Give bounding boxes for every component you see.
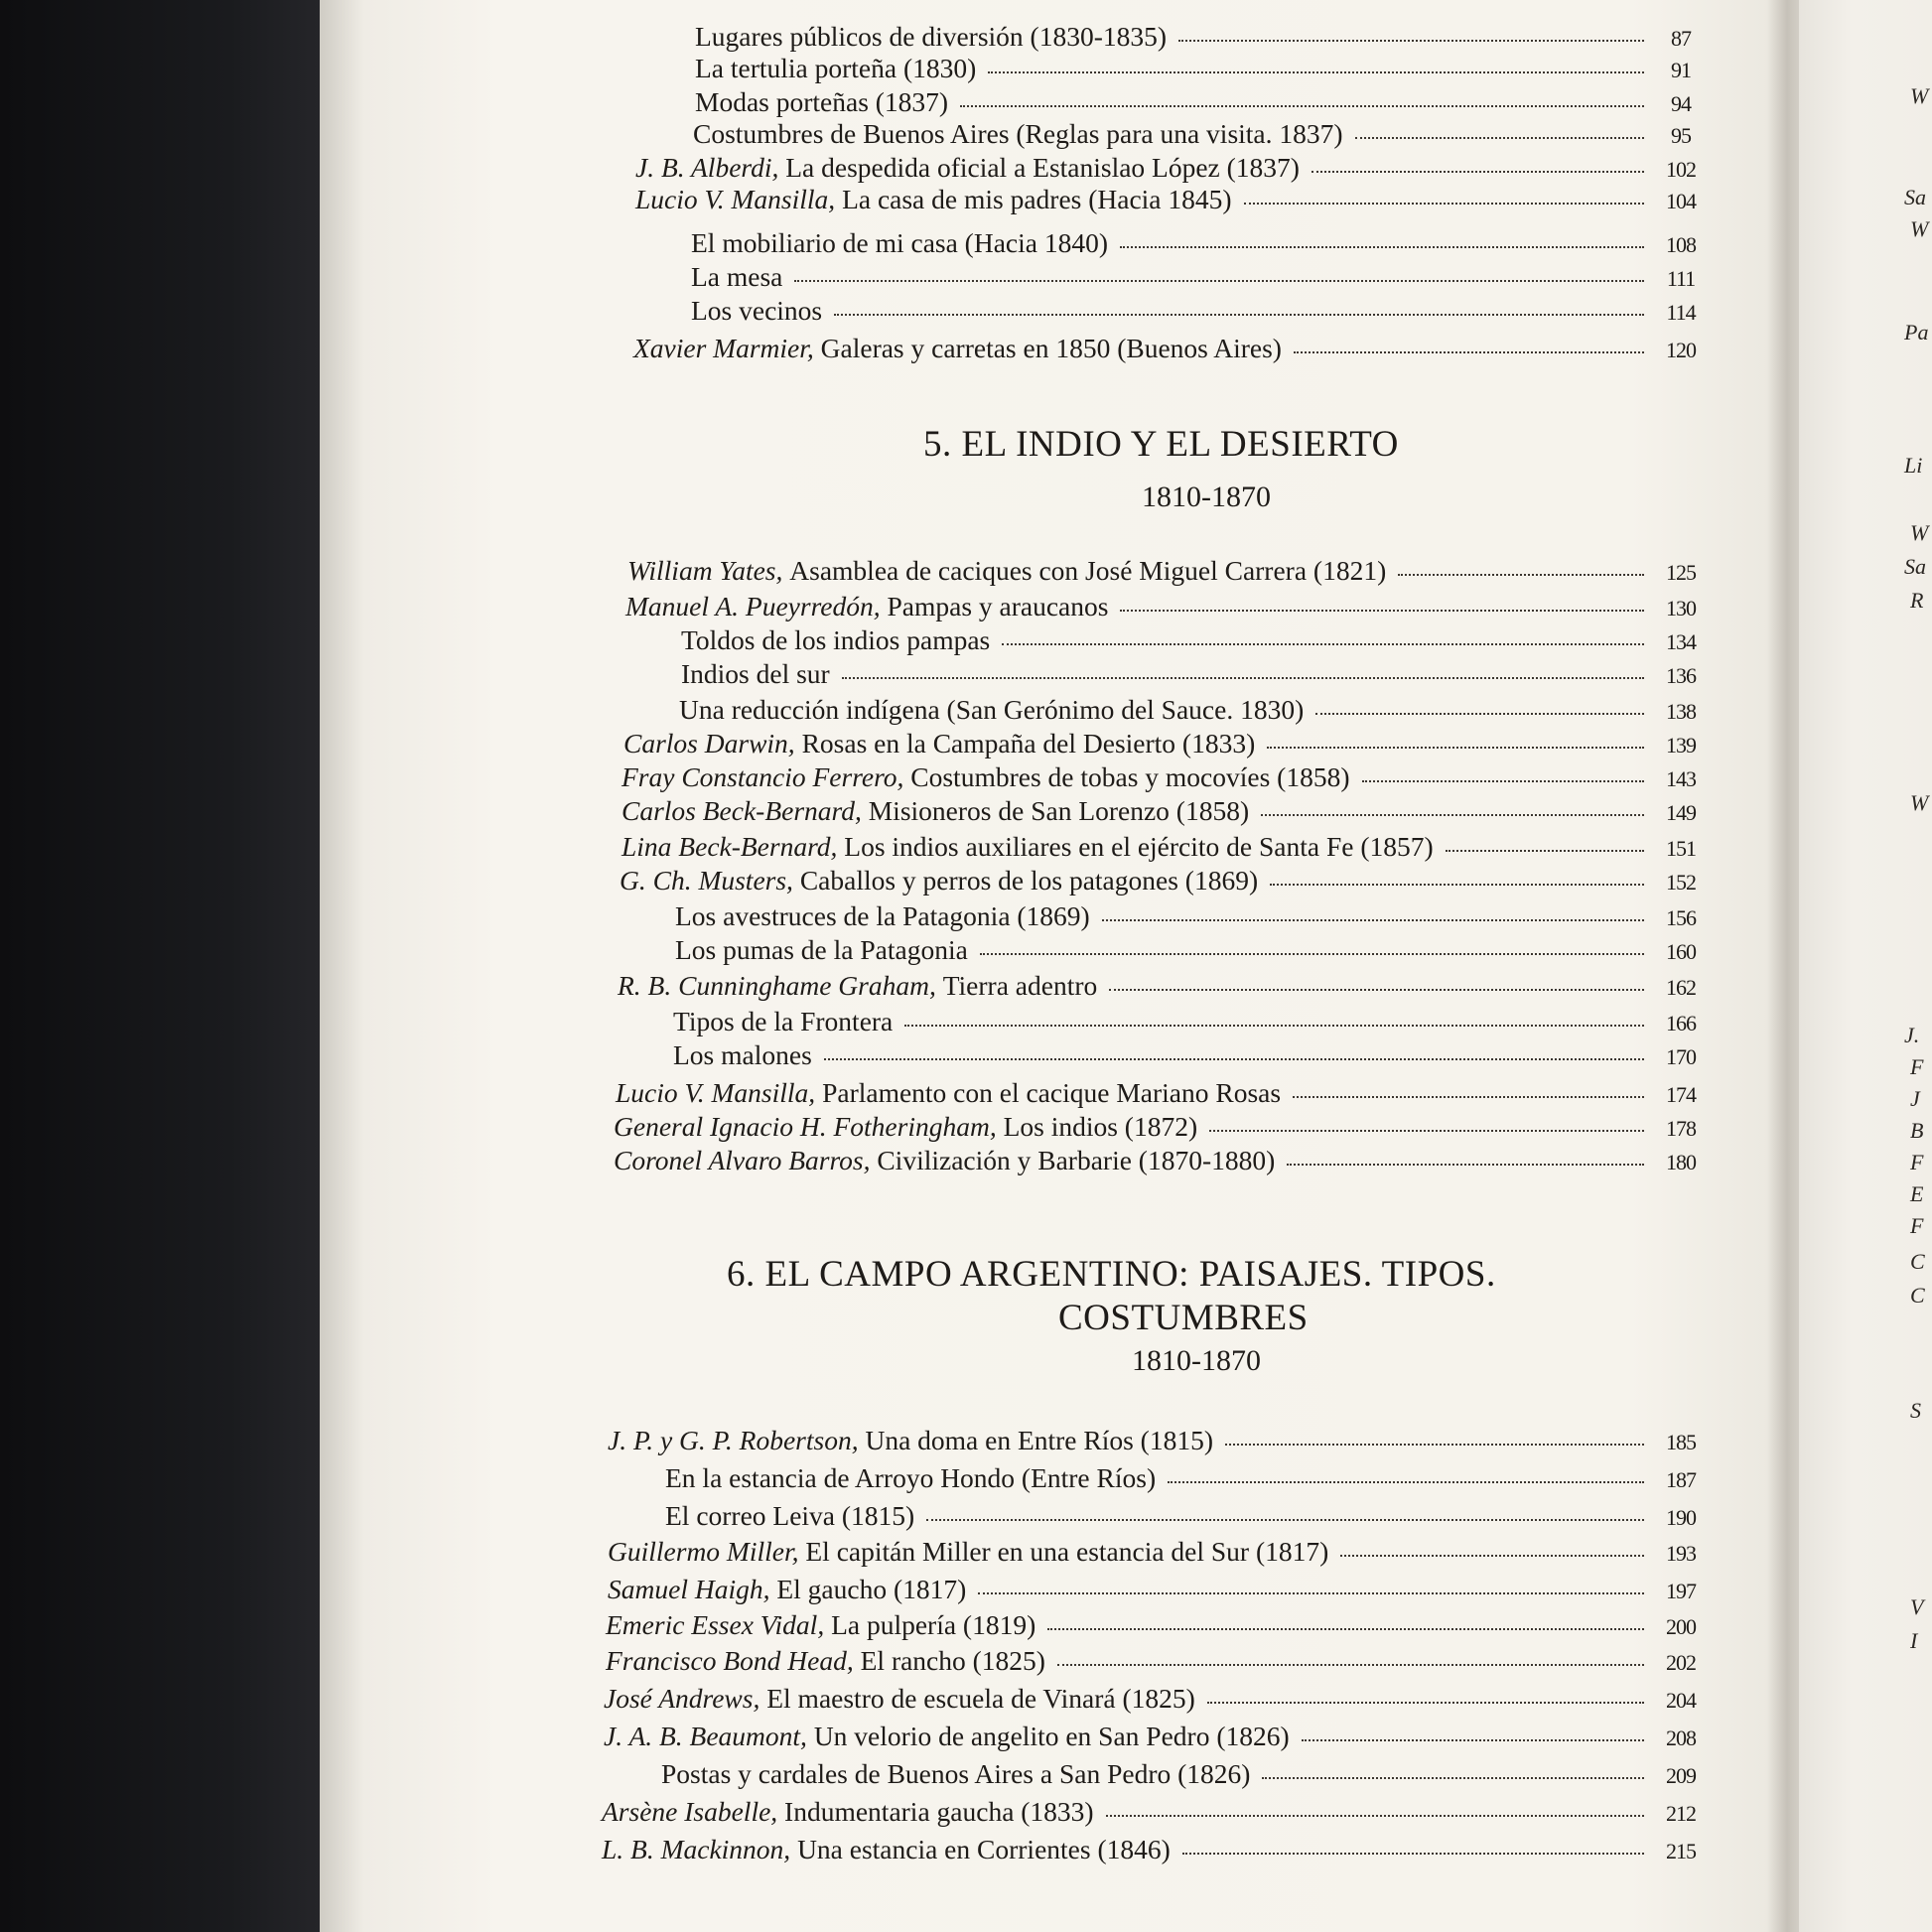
toc-page-number: 208 — [1666, 1725, 1696, 1750]
dot-leader — [1340, 1555, 1644, 1557]
toc-entry-title: Tipos de la Frontera — [673, 1006, 894, 1036]
toc-entry — [616, 1076, 1710, 1110]
toc-entry — [606, 1644, 1710, 1678]
toc-entry-text — [618, 969, 1097, 1003]
toc-entry — [695, 85, 1710, 119]
toc-entry-title: La casa de mis padres (Hacia 1845) — [842, 184, 1232, 214]
toc-entry — [635, 151, 1710, 185]
toc-entry-text — [608, 1424, 1213, 1457]
toc-entry-title: Los indios (1872) — [1003, 1111, 1198, 1142]
toc-entry-text — [679, 693, 1304, 727]
toc-entry-title: Lugares públicos de diversión (1830-1835) — [695, 21, 1168, 52]
toc-page-number: 185 — [1666, 1430, 1696, 1454]
dot-leader — [842, 677, 1644, 679]
toc-page-number: 94 — [1671, 91, 1691, 116]
toc-entry — [693, 117, 1710, 151]
facing-page-fragment: R — [1910, 588, 1924, 613]
toc-entry — [608, 1573, 1710, 1606]
toc-entry-text — [621, 760, 1350, 794]
toc-page-number: 114 — [1666, 300, 1696, 325]
dot-leader — [1362, 780, 1645, 782]
dot-leader — [1261, 814, 1644, 816]
toc-entry-author: Emeric Essex Vidal, — [606, 1609, 832, 1640]
toc-page-number: 160 — [1666, 939, 1696, 964]
toc-entry-text — [693, 117, 1343, 151]
toc-entry-text — [614, 1144, 1275, 1177]
toc-entry-text — [675, 899, 1090, 933]
toc-entry-title: En la estancia de Arroyo Hondo (Entre Ríos) — [665, 1462, 1157, 1493]
toc-entry — [661, 1757, 1710, 1791]
toc-entry-title: Los malones — [673, 1039, 812, 1070]
toc-entry-text — [673, 1038, 812, 1072]
toc-entry-text — [620, 864, 1258, 897]
toc-entry-text — [621, 830, 1434, 864]
toc-entry — [602, 1795, 1710, 1829]
toc-entry-author: Fray Constancio Ferrero, — [621, 761, 911, 792]
toc-entry — [675, 899, 1710, 933]
toc-entry-title: Modas porteñas (1837) — [695, 86, 949, 117]
section-title: 5. EL INDIO Y EL DESIERTO — [923, 424, 1399, 465]
toc-entry-title: Misioneros de San Lorenzo (1858) — [868, 795, 1250, 826]
toc-page-number: 95 — [1671, 123, 1691, 148]
toc-entry — [691, 294, 1710, 328]
facing-page-fragment: F — [1910, 1213, 1924, 1238]
facing-page-fragment: E — [1910, 1181, 1924, 1206]
facing-page-fragment: W — [1910, 83, 1929, 108]
dot-leader — [824, 1058, 1644, 1060]
toc-entry-author: General Ignacio H. Fotheringham, — [614, 1111, 1004, 1142]
dot-leader — [1311, 171, 1644, 173]
toc-entry-title: Una estancia en Corrientes (1846) — [797, 1834, 1171, 1864]
dot-leader — [1225, 1444, 1644, 1446]
toc-entry — [681, 657, 1710, 691]
toc-entry — [679, 693, 1710, 727]
facing-page-fragment: Sa — [1904, 554, 1926, 579]
toc-page-number: 111 — [1666, 266, 1696, 291]
toc-entry — [691, 260, 1710, 294]
facing-page-fragment: J — [1910, 1086, 1920, 1111]
toc-page-number: 130 — [1666, 596, 1696, 621]
toc-entry-title: El mobiliario de mi casa (Hacia 1840) — [691, 227, 1108, 258]
toc-page-number: 134 — [1666, 629, 1696, 654]
toc-entry-title: Indumentaria gaucha (1833) — [784, 1796, 1094, 1827]
toc-entry-text — [606, 1608, 1035, 1642]
toc-entry-text — [635, 183, 1232, 216]
toc-page-number: 197 — [1666, 1579, 1696, 1603]
toc-entry-title: Civilización y Barbarie (1870-1880) — [877, 1145, 1276, 1175]
facing-page-fragment: V — [1910, 1594, 1924, 1619]
toc-entry-text — [635, 151, 1300, 185]
toc-entry-text — [604, 1720, 1290, 1753]
dot-leader — [1057, 1664, 1644, 1666]
toc-entry-text — [695, 85, 948, 119]
dot-leader — [1244, 203, 1644, 205]
toc-entry-title: La mesa — [691, 261, 783, 292]
toc-entry-author: Manuel A. Pueyrredón, — [625, 591, 888, 621]
dot-leader — [1446, 850, 1644, 852]
toc-entry-text — [691, 226, 1108, 260]
toc-entry-text — [695, 52, 976, 85]
toc-entry — [620, 864, 1710, 897]
toc-page-number: 190 — [1666, 1505, 1696, 1530]
toc-page-number: 209 — [1666, 1763, 1696, 1788]
toc-entry-text — [695, 20, 1167, 54]
toc-page-number: 152 — [1666, 870, 1696, 895]
toc-entry-title: Caballos y perros de los patagones (1869) — [799, 865, 1259, 896]
toc-page-number: 174 — [1666, 1082, 1696, 1107]
dot-leader — [1315, 713, 1644, 715]
toc-entry-author: Coronel Alvaro Barros, — [614, 1145, 878, 1175]
toc-entry-title: Pampas y araucanos — [887, 591, 1109, 621]
toc-entry — [633, 332, 1710, 365]
toc-entry-author: Samuel Haigh, — [608, 1574, 777, 1604]
toc-entry-author: Guillermo Miller, — [608, 1536, 806, 1567]
toc-entry — [614, 1144, 1710, 1177]
dot-leader — [904, 1025, 1644, 1027]
toc-page-number: 139 — [1666, 733, 1696, 758]
toc-page-number: 156 — [1666, 905, 1696, 930]
facing-page-fragment: Sa — [1904, 185, 1926, 209]
dot-leader — [1102, 919, 1644, 921]
toc-page-number: 138 — [1666, 699, 1696, 724]
toc-entry-author: Lucio V. Mansilla, — [616, 1077, 823, 1108]
toc-entry-text — [604, 1682, 1195, 1716]
toc-entry-title: El gaucho (1817) — [776, 1574, 967, 1604]
dot-leader — [960, 105, 1644, 107]
toc-entry-author: G. Ch. Musters, — [620, 865, 800, 896]
toc-page-number: 102 — [1666, 157, 1696, 182]
facing-page-fragment: F — [1910, 1150, 1924, 1174]
toc-entry-title: Asamblea de caciques con José Miguel Carrera (1821) — [789, 555, 1387, 586]
dot-leader — [988, 71, 1644, 73]
toc-entry-text — [691, 260, 782, 294]
toc-entry — [695, 52, 1710, 85]
toc-entry-title: Una reducción indígena (San Gerónimo del Sauce. 1830) — [679, 694, 1305, 725]
toc-entry-title: Los avestruces de la Patagonia (1869) — [675, 900, 1090, 931]
toc-entry — [604, 1682, 1710, 1716]
toc-entry-title: Indios del sur — [681, 658, 830, 689]
toc-entry-author: R. B. Cunninghame Graham, — [618, 970, 943, 1001]
toc-page-number: 200 — [1666, 1614, 1696, 1639]
toc-entry-author: Xavier Marmier, — [633, 333, 821, 363]
facing-page-fragment: J. — [1904, 1023, 1920, 1047]
toc-entry-title: Toldos de los indios pampas — [681, 624, 991, 655]
toc-page-number: 193 — [1666, 1541, 1696, 1566]
section-title: 6. EL CAMPO ARGENTINO: PAISAJES. TIPOS. — [727, 1254, 1496, 1295]
toc-entry — [673, 1005, 1710, 1038]
toc-entry-author: Arsène Isabelle, — [602, 1796, 785, 1827]
dot-leader — [978, 1592, 1644, 1594]
toc-entry — [606, 1608, 1710, 1642]
toc-entry-author: José Andrews, — [604, 1683, 767, 1714]
facing-page-fragment: S — [1910, 1398, 1921, 1423]
toc-entry-title: Costumbres de tobas y mocovíes (1858) — [910, 761, 1350, 792]
facing-page-fragment: I — [1910, 1628, 1918, 1653]
dot-leader — [834, 314, 1644, 316]
section-years: 1810-1870 — [1142, 481, 1271, 513]
toc-entry-text — [691, 294, 822, 328]
toc-entry-author: Carlos Beck-Bernard, — [621, 795, 869, 826]
toc-entry — [608, 1535, 1710, 1569]
toc-entry-author: J. A. B. Beaumont, — [604, 1721, 814, 1751]
toc-page-number: 178 — [1666, 1116, 1696, 1141]
toc-entry-text — [616, 1076, 1281, 1110]
toc-entry-author: William Yates, — [627, 555, 790, 586]
dot-leader — [980, 953, 1644, 955]
section-title: COSTUMBRES — [1058, 1298, 1309, 1338]
toc-page-number: 136 — [1666, 663, 1696, 688]
toc-entry-author: L. B. Mackinnon, — [602, 1834, 798, 1864]
toc-entry-title: La despedida oficial a Estanislao López (1837) — [785, 152, 1300, 183]
toc-page-number: 91 — [1671, 58, 1691, 82]
facing-page-fragment: F — [1910, 1054, 1924, 1079]
toc-entry-text — [608, 1573, 966, 1606]
toc-entry-author: Carlos Darwin, — [623, 728, 802, 759]
toc-entry-text — [614, 1110, 1197, 1144]
dot-leader — [1182, 1853, 1644, 1855]
facing-page-fragment: W — [1910, 520, 1929, 545]
toc-entry — [675, 933, 1710, 967]
toc-entry-title: Postas y cardales de Buenos Aires a San Pedro (1826) — [661, 1758, 1251, 1789]
toc-entry-title: Un velorio de angelito en San Pedro (1826) — [813, 1721, 1290, 1751]
toc-page-number: 170 — [1666, 1044, 1696, 1069]
toc-page-number: 125 — [1666, 560, 1696, 585]
toc-entry-title: Tierra adentro — [942, 970, 1098, 1001]
dot-leader — [1120, 610, 1644, 612]
toc-page-number: 151 — [1666, 836, 1696, 861]
dot-leader — [1270, 884, 1644, 886]
toc-entry-text — [608, 1535, 1328, 1569]
toc-page-number: 108 — [1666, 232, 1696, 257]
toc-entry — [673, 1038, 1710, 1072]
toc-entry-title: Parlamento con el cacique Mariano Rosas — [822, 1077, 1282, 1108]
dot-leader — [1398, 574, 1644, 576]
dot-leader — [1106, 1815, 1644, 1817]
toc-entry — [618, 969, 1710, 1003]
toc-entry — [625, 590, 1710, 623]
toc-entry-author: J. P. y G. P. Robertson, — [608, 1425, 866, 1455]
dot-leader — [1120, 246, 1644, 248]
toc-entry-text — [675, 933, 968, 967]
toc-page-number: 149 — [1666, 800, 1696, 825]
toc-entry-title: Los pumas de la Patagonia — [675, 934, 968, 965]
toc-entry-text — [665, 1499, 914, 1533]
toc-entry-text — [681, 657, 830, 691]
toc-entry — [608, 1424, 1710, 1457]
toc-entry-text — [621, 794, 1249, 828]
toc-entry — [627, 554, 1710, 588]
toc-entry — [621, 760, 1710, 794]
toc-entry-text — [606, 1644, 1045, 1678]
dot-leader — [1262, 1777, 1644, 1779]
toc-entry — [623, 727, 1710, 760]
toc-entry-title: Galeras y carretas en 1850 (Buenos Aires) — [820, 333, 1282, 363]
toc-entry-text — [625, 590, 1108, 623]
toc-entry-text — [681, 623, 990, 657]
toc-entry — [695, 20, 1710, 54]
facing-page-fragment: B — [1910, 1118, 1924, 1143]
toc-page-number: 87 — [1671, 26, 1691, 51]
toc-entry — [621, 794, 1710, 828]
toc-page-number: 202 — [1666, 1650, 1696, 1675]
toc-entry — [665, 1461, 1710, 1495]
dot-leader — [1109, 989, 1644, 991]
dot-leader — [1209, 1130, 1644, 1132]
toc-entry — [691, 226, 1710, 260]
dot-leader — [794, 280, 1644, 282]
toc-entry-title: Costumbres de Buenos Aires (Reglas para una visita. 1837) — [693, 118, 1343, 149]
toc-entry-author: Lucio V. Mansilla, — [635, 184, 843, 214]
toc-entry-title: La tertulia porteña (1830) — [695, 53, 977, 83]
toc-entry-text — [623, 727, 1255, 760]
facing-page-fragment: Pa — [1904, 320, 1929, 345]
dot-leader — [1287, 1164, 1644, 1166]
facing-page-fragment: C — [1910, 1249, 1925, 1274]
section-years: 1810-1870 — [1132, 1344, 1261, 1377]
toc-entry-author: J. B. Alberdi, — [635, 152, 786, 183]
dot-leader — [1178, 40, 1644, 42]
toc-entry-title: El capitán Miller en una estancia del Sur (1817) — [805, 1536, 1329, 1567]
toc-page-number: 166 — [1666, 1011, 1696, 1035]
toc-entry-title: La pulpería (1819) — [831, 1609, 1036, 1640]
toc-entry-title: Una doma en Entre Ríos (1815) — [865, 1425, 1213, 1455]
dot-leader — [1267, 747, 1644, 749]
toc-entry-text — [602, 1833, 1171, 1866]
toc-entry-title: Los vecinos — [691, 295, 823, 326]
dot-leader — [926, 1519, 1644, 1521]
dot-leader — [1293, 1096, 1644, 1098]
toc-entry-title: Los indios auxiliares en el ejército de Santa Fe (1857) — [844, 831, 1434, 862]
toc-entry-title: El correo Leiva (1815) — [665, 1500, 915, 1531]
toc-page-number: 162 — [1666, 975, 1696, 1000]
dot-leader — [1302, 1739, 1644, 1741]
toc-entry-title: El maestro de escuela de Vinará (1825) — [766, 1683, 1195, 1714]
toc-entry-title: El rancho (1825) — [860, 1645, 1045, 1676]
toc-entry — [604, 1720, 1710, 1753]
dot-leader — [1207, 1702, 1644, 1704]
toc-entry — [665, 1499, 1710, 1533]
toc-page-number: 215 — [1666, 1839, 1696, 1863]
toc-page-number: 187 — [1666, 1467, 1696, 1492]
facing-page-fragment: W — [1910, 216, 1929, 241]
toc-entry-text — [633, 332, 1282, 365]
toc-entry-text — [673, 1005, 893, 1038]
facing-page-fragment: Li — [1904, 453, 1923, 478]
toc-entry — [614, 1110, 1710, 1144]
toc-entry-author: Lina Beck-Bernard, — [621, 831, 845, 862]
toc-entry-text — [602, 1795, 1094, 1829]
toc-page-number: 143 — [1666, 766, 1696, 791]
toc-entry-text — [627, 554, 1386, 588]
toc-entry-title: Rosas en la Campaña del Desierto (1833) — [801, 728, 1256, 759]
dot-leader — [1002, 643, 1644, 645]
toc-page-number: 120 — [1666, 338, 1696, 362]
dot-leader — [1355, 137, 1644, 139]
facing-page-fragment: C — [1910, 1283, 1925, 1308]
toc-entry — [602, 1833, 1710, 1866]
facing-page-fragment: W — [1910, 790, 1929, 815]
toc-entry-author: Francisco Bond Head, — [606, 1645, 861, 1676]
toc-entry — [681, 623, 1710, 657]
toc-entry-text — [665, 1461, 1156, 1495]
toc-entry — [635, 183, 1710, 216]
toc-page-number: 104 — [1666, 189, 1696, 213]
toc-page-number: 180 — [1666, 1150, 1696, 1174]
toc-page-number: 212 — [1666, 1801, 1696, 1826]
toc-entry — [621, 830, 1710, 864]
toc-page-number: 204 — [1666, 1688, 1696, 1713]
dot-leader — [1294, 351, 1644, 353]
dot-leader — [1168, 1481, 1644, 1483]
dot-leader — [1047, 1628, 1644, 1630]
toc-entry-text — [661, 1757, 1250, 1791]
